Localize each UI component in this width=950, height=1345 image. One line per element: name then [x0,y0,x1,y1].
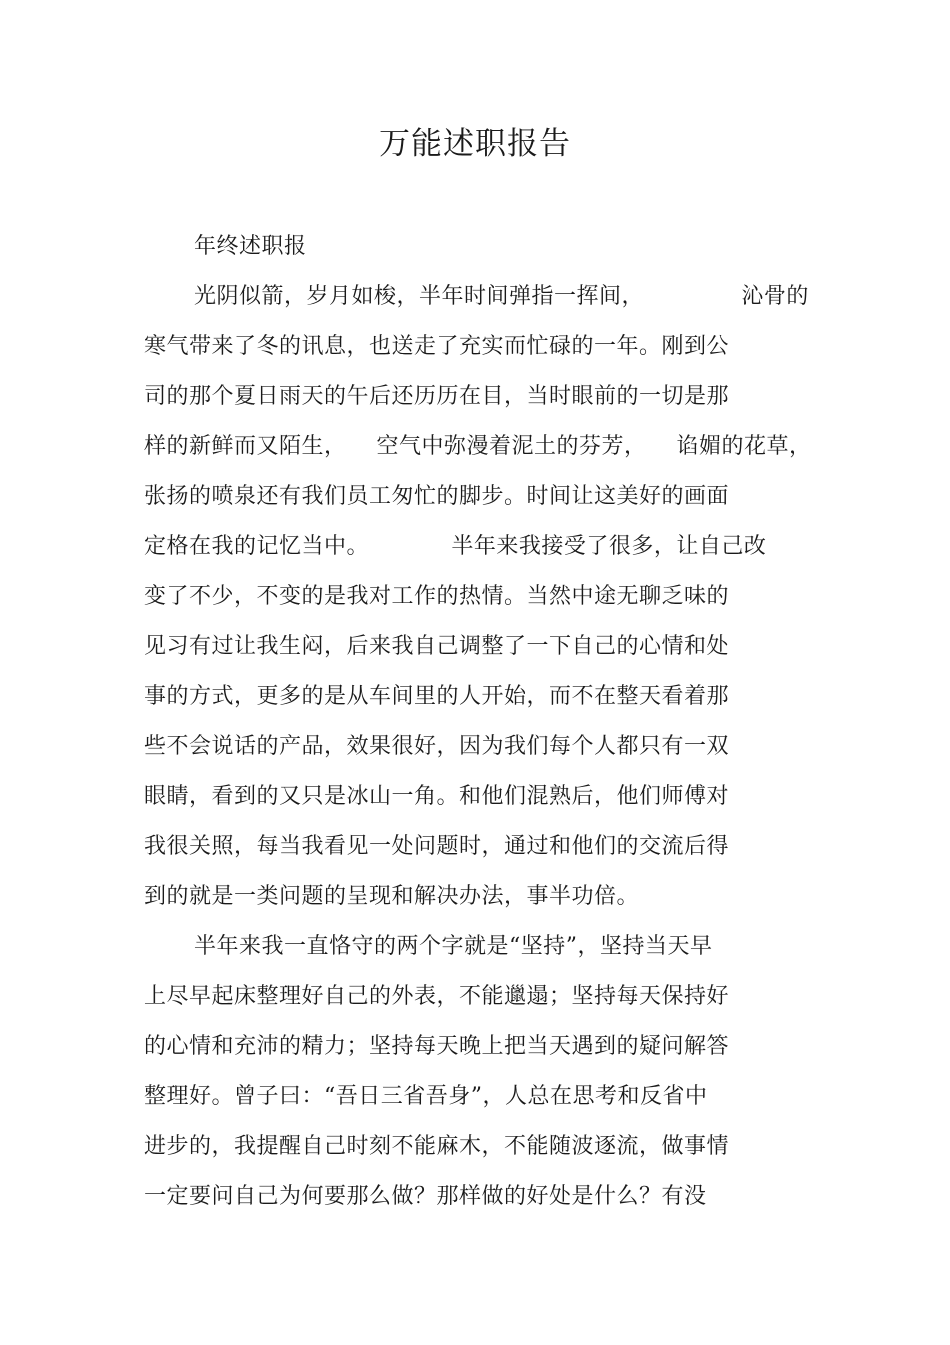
text-line: 光阴似箭，岁月如梭，半年时间弹指一挥间， 沁骨的 [194,284,809,309]
text-line: 进步的，我提醒自己时刻不能麻木，不能随波逐流，做事情 [144,1134,730,1159]
text-line: 定格在我的记忆当中。 半年来我接受了很多，让自己改 [144,534,767,559]
text-line: 见习有过让我生闷，后来我自己调整了一下自己的心情和处 [144,634,730,659]
text-line: 半年来我一直恪守的两个字就是“坚持”，坚持当天早 [194,934,713,959]
document-body [144,222,864,1222]
text-line: 上尽早起床整理好自己的外表，不能邋遢；坚持每天保持好 [144,984,730,1009]
text-line: 年终述职报 [194,234,307,259]
text-line: 变了不少，不变的是我对工作的热情。当然中途无聊乏味的 [144,584,730,609]
text-line: 到的就是一类问题的呈现和解决办法，事半功倍。 [144,884,640,909]
text-line: 样的新鲜而又陌生， 空气中弥漫着泥土的芬芳， 谄媚的花草， [144,434,812,459]
document-title: 万能述职报告 [379,126,571,162]
text-line: 司的那个夏日雨天的午后还历历在目，当时眼前的一切是那 [144,384,730,409]
text-line: 些不会说话的产品，效果很好，因为我们每个人都只有一双 [144,734,730,759]
text-line: 事的方式，更多的是从车间里的人开始，而不在整天看着那 [144,684,730,709]
text-line: 一定要问自己为何要那么做？那样做的好处是什么？有没 [144,1184,707,1209]
text-line: 寒气带来了冬的讯息，也送走了充实而忙碌的一年。刚到公 [144,334,730,359]
text-line: 整理好。曾子曰：“吾日三省吾身”，人总在思考和反省中 [144,1084,708,1109]
text-line: 张扬的喷泉还有我们员工匆忙的脚步。时间让这美好的画面 [144,484,730,509]
text-line: 的心情和充沛的精力；坚持每天晚上把当天遇到的疑问解答 [144,1034,730,1059]
text-line: 眼睛，看到的又只是冰山一角。和他们混熟后，他们师傅对 [144,784,730,809]
text-line: 我很关照，每当我看见一处问题时，通过和他们的交流后得 [144,834,730,859]
